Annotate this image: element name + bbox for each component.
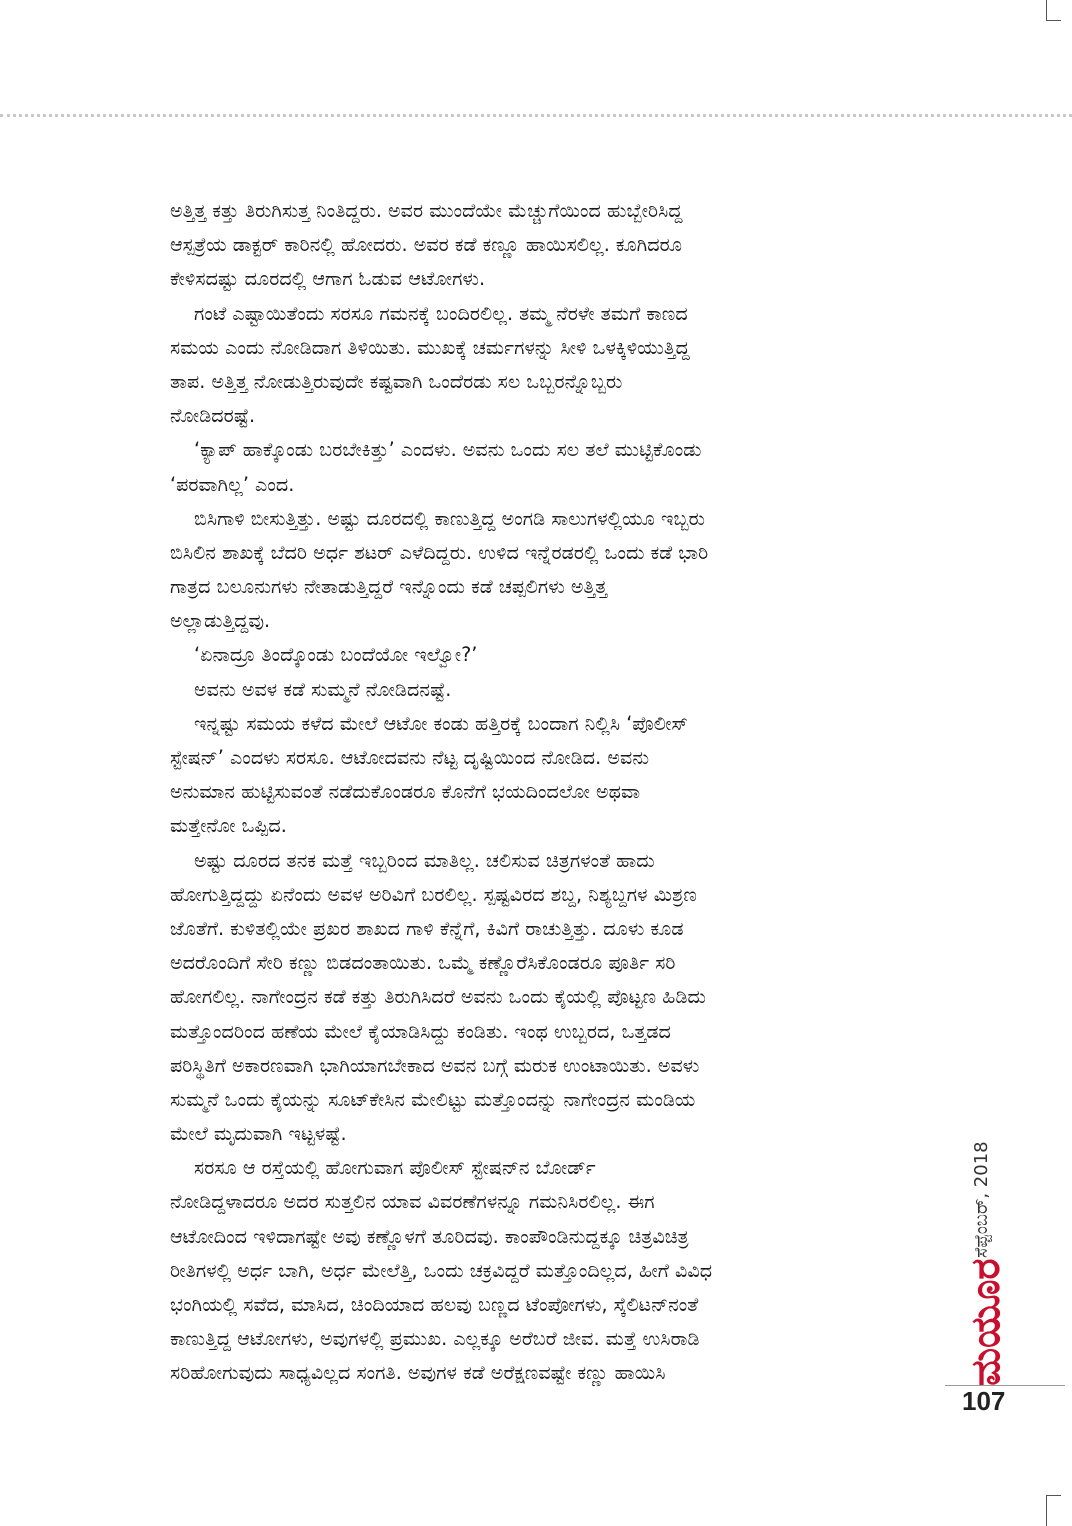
text-line: ಬಿಸಿಲಿನ ಶಾಖಕ್ಕೆ ಬೆದರಿ ಅರ್ಧ ಶಟರ್ ಎಳೆದಿದ್ದರು. ಉಳಿದ ಇನ್ನೆರಡರಲ್ಲಿ ಒಂದು ಕಡೆ ಭಾರಿ — [170, 540, 709, 564]
text-line: ಸರಸೂ ಆ ರಸ್ತೆಯಲ್ಲಿ ಹೋಗುವಾಗ ಪೊಲೀಸ್ ಸ್ಟೇಷನ್‌ನ ಬೋರ್ಡ್ — [194, 1156, 596, 1180]
crop-mark-bottom — [1046, 1495, 1061, 1526]
text-line: ಸುಮ್ಮನೆ ಒಂದು ಕೈಯನ್ನು ಸೂಟ್‌ಕೇಸಿನ ಮೇಲಿಟ್ಟು ಮತ್ತೊಂದನ್ನು ನಾಗೇಂದ್ರನ ಮಂಡಿಯ — [170, 1087, 696, 1111]
text-line: ಮತ್ತೊಂದರಿಂದ ಹಣೆಯ ಮೇಲೆ ಕೈಯಾಡಿಸಿದ್ದು ಕಂಡಿತು. ಇಂಥ ಉಬ್ಬರದ, ಒತ್ತಡದ — [170, 1019, 671, 1043]
text-line: ಹೋಗುತ್ತಿದ್ದದ್ದು ಏನೆಂದು ಅವಳ ಅರಿವಿಗೆ ಬರಲಿಲ್ಲ. ಸ್ಪಷ್ಟವಿರದ ಶಬ್ದ, ನಿಶ್ಯಬ್ದಗಳ ಮಿಶ್ರಣ — [170, 882, 697, 906]
text-line: ಇನ್ನಷ್ಟು ಸಮಯ ಕಳೆದ ಮೇಲೆ ಆಟೋ ಕಂಡು ಹತ್ತಿರಕ್ಕೆ ಬಂದಾಗ ನಿಲ್ಲಿಸಿ ‘ಪೊಲೀಸ್ — [194, 711, 688, 735]
text-line: ಅಲ್ಲಾಡುತ್ತಿದ್ದವು. — [170, 609, 271, 633]
text-line: ‘ಪರವಾಗಿಲ್ಲ’ ಎಂದ. — [170, 472, 295, 496]
text-line: ಅಷ್ಟು ದೂರದ ತನಕ ಮತ್ತೆ ಇಬ್ಬರಿಂದ ಮಾತಿಲ್ಲ. ಚಲಿಸುವ ಚಿತ್ರಗಳಂತೆ ಹಾದು — [194, 848, 655, 872]
text-line: ‘ಕ್ಯಾಪ್ ಹಾಕ್ಕೊಂಡು ಬರಬೇಕಿತ್ತು’ ಎಂದಳು. ಅವನು ಒಂದು ಸಲ ತಲೆ ಮುಟ್ಟಿಕೊಂಡು — [194, 438, 702, 462]
text-line: ಹೋಗಲಿಲ್ಲ. ನಾಗೇಂದ್ರನ ಕಡೆ ಕತ್ತು ತಿರುಗಿಸಿದರೆ ಅವನು ಒಂದು ಕೈಯಲ್ಲಿ ಪೊಟ್ಟಣ ಹಿಡಿದು — [170, 985, 707, 1009]
text-line: ಜೊತೆಗೆ. ಕುಳಿತಲ್ಲಿಯೇ ಪ್ರಖರ ಶಾಖದ ಗಾಳಿ ಕೆನ್ನೆಗೆ, ಕಿವಿಗೆ ರಾಚುತ್ತಿತ್ತು. ದೂಳು ಕೂಡ — [170, 916, 684, 940]
magazine-logo: ಮಯೂರ — [963, 1258, 1009, 1386]
text-line: ಮತ್ತೇನೋ ಒಪ್ಪಿದ. — [170, 814, 287, 838]
text-line: ಕಾಣುತ್ತಿದ್ದ ಆಟೋಗಳು, ಅವುಗಳಲ್ಲಿ ಪ್ರಮುಖ. ಎಲ್ಲಕ್ಕೂ ಅರೆಬರೆ ಜೀವ. ಮತ್ತೆ ಉಸಿರಾಡಿ — [170, 1327, 700, 1351]
text-line: ಆಸ್ಪತ್ರೆಯ ಡಾಕ್ಟರ್ ಕಾರಿನಲ್ಲಿ ಹೋದರು. ಅವರ ಕಡೆ ಕಣ್ಣೂ ಹಾಯಿಸಲಿಲ್ಲ. ಕೂಗಿದರೂ — [170, 233, 683, 257]
text-line: ಅತ್ತಿತ್ತ ಕತ್ತು ತಿರುಗಿಸುತ್ತ ನಿಂತಿದ್ದರು. ಅವರ ಮುಂದೆಯೇ ಮೆಚ್ಚುಗೆಯಿಂದ ಹುಬ್ಬೇರಿಸಿದ್ದ — [170, 199, 683, 222]
text-line: ಬಿಸಿಗಾಳಿ ಬೀಸುತ್ತಿತ್ತು. ಅಷ್ಟು ದೂರದಲ್ಲಿ ಕಾಣುತ್ತಿದ್ದ ಅಂಗಡಿ ಸಾಲುಗಳಲ್ಲಿಯೂ ಇಬ್ಬರು — [194, 506, 705, 530]
article-body — [170, 194, 920, 1391]
text-line: ತಾಪ. ಅತ್ತಿತ್ತ ನೋಡುತ್ತಿರುವುದೇ ಕಷ್ಟವಾಗಿ ಒಂದೆರಡು ಸಲ ಒಬ್ಬರನ್ನೊಬ್ಬರು — [170, 369, 623, 393]
text-line: ಗಾತ್ರದ ಬಲೂನುಗಳು ನೇತಾಡುತ್ತಿದ್ದರೆ ಇನ್ನೊಂದು ಕಡೆ ಚಪ್ಪಲಿಗಳು ಅತ್ತಿತ್ತ — [170, 575, 608, 599]
text-line: ಸ್ಟೇಷನ್’ ಎಂದಳು ಸರಸೂ. ಆಟೋದವನು ನೆಟ್ಟ ದೃಷ್ಟಿಯಿಂದ ನೋಡಿದ. ಅವನು — [170, 746, 650, 769]
text-line: ಅವನು ಅವಳ ಕಡೆ ಸುಮ್ಮನೆ ನೋಡಿದನಷ್ಟೆ. — [194, 677, 452, 701]
text-line: ಗಂಟೆ ಎಷ್ಟಾಯಿತೆಂದು ಸರಸೂ ಗಮನಕ್ಕೆ ಬಂದಿರಲಿಲ್ಲ. ತಮ್ಮ ನೆರಳೇ ತಮಗೆ ಕಾಣದ — [194, 301, 688, 325]
text-line: ‘ಏನಾದ್ರೂ ತಿಂದ್ಕೊಂಡು ಬಂದೆಯೋ ಇಲ್ವೋ?’ — [194, 643, 478, 667]
text-line: ನೋಡಿದ್ದಳಾದರೂ ಅದರ ಸುತ್ತಲಿನ ಯಾವ ವಿವರಣೆಗಳನ್ನೂ ಗಮನಿಸಿರಲಿಲ್ಲ. ಈಗ — [170, 1190, 655, 1214]
text-line: ಸಮಯ ಎಂದು ನೋಡಿದಾಗ ತಿಳಿಯಿತು. ಮುಖಕ್ಕೆ ಚರ್ಮಗಳನ್ನು ಸೀಳಿ ಒಳಕ್ಕಿಳಿಯುತ್ತಿದ್ದ — [170, 335, 690, 359]
issue-date: ಸೆಪ್ಟೆಂಬರ್, 2018 — [971, 1141, 992, 1258]
text-line: ಕೇಳಿಸದಷ್ಟು ದೂರದಲ್ಲಿ ಆಗಾಗ ಓಡುವ ಆಟೋಗಳು. — [170, 267, 486, 291]
text-line: ರೀತಿಗಳಲ್ಲಿ ಅರ್ಧ ಬಾಗಿ, ಅರ್ಧ ಮೇಲೆತ್ತಿ, ಒಂದು ಚಕ್ರವಿದ್ದರೆ ಮತ್ತೊಂದಿಲ್ಲದ, ಹೀಗೆ ವಿವಿಧ — [170, 1258, 713, 1282]
sidebar — [963, 1108, 1009, 1388]
text-line: ಮೇಲೆ ಮೃದುವಾಗಿ ಇಟ್ಟಳಷ್ಟೆ. — [170, 1122, 347, 1146]
text-line: ಭಂಗಿಯಲ್ಲಿ ಸವೆದ, ಮಾಸಿದ, ಚಿಂದಿಯಾದ ಹಲವು ಬಣ್ಣದ ಟೆಂಪೋಗಳು, ಸ್ಕೆಲಿಟನ್‌ನಂತೆ — [170, 1293, 699, 1316]
text-line: ಸರಿಹೋಗುವುದು ಸಾಧ್ಯವಿಲ್ಲದ ಸಂಗತಿ. ಅವುಗಳ ಕಡೆ ಅರೆಕ್ಷಣವಷ್ಟೇ ಕಣ್ಣು ಹಾಯಿಸಿ — [170, 1361, 666, 1385]
page-number: 107 — [962, 1386, 1006, 1416]
text-line: ಪರಿಸ್ಥಿತಿಗೆ ಅಕಾರಣವಾಗಿ ಭಾಗಿಯಾಗಬೇಕಾದ ಅವನ ಬಗ್ಗೆ ಮರುಕ ಉಂಟಾಯಿತು. ಅವಳು — [170, 1053, 700, 1077]
text-line: ಅನುಮಾನ ಹುಟ್ಟಿಸುವಂತೆ ನಡೆದುಕೊಂಡರೂ ಕೊನೆಗೆ ಭಯದಿಂದಲೋ ಅಥವಾ — [170, 780, 641, 804]
text-line: ನೋಡಿದರಷ್ಟೆ. — [170, 404, 256, 428]
text-line: ಅದರೊಂದಿಗೆ ಸೇರಿ ಕಣ್ಣು ಬಿಡದಂತಾಯಿತು. ಒಮ್ಮೆ ಕಣ್ಣೊರೆಸಿಕೊಂಡರೂ ಪೂರ್ತಿ ಸರಿ — [170, 951, 676, 975]
crop-mark-top — [1046, 0, 1061, 21]
dotted-separator — [0, 114, 1072, 117]
text-line: ಆಟೋದಿಂದ ಇಳಿದಾಗಷ್ಟೇ ಅವು ಕಣ್ಣೊಳಗೆ ತೂರಿದವು. ಕಾಂಪೌಂಡಿನುದ್ದಕ್ಕೂ ಚಿತ್ರವಿಚಿತ್ರ — [170, 1224, 689, 1248]
